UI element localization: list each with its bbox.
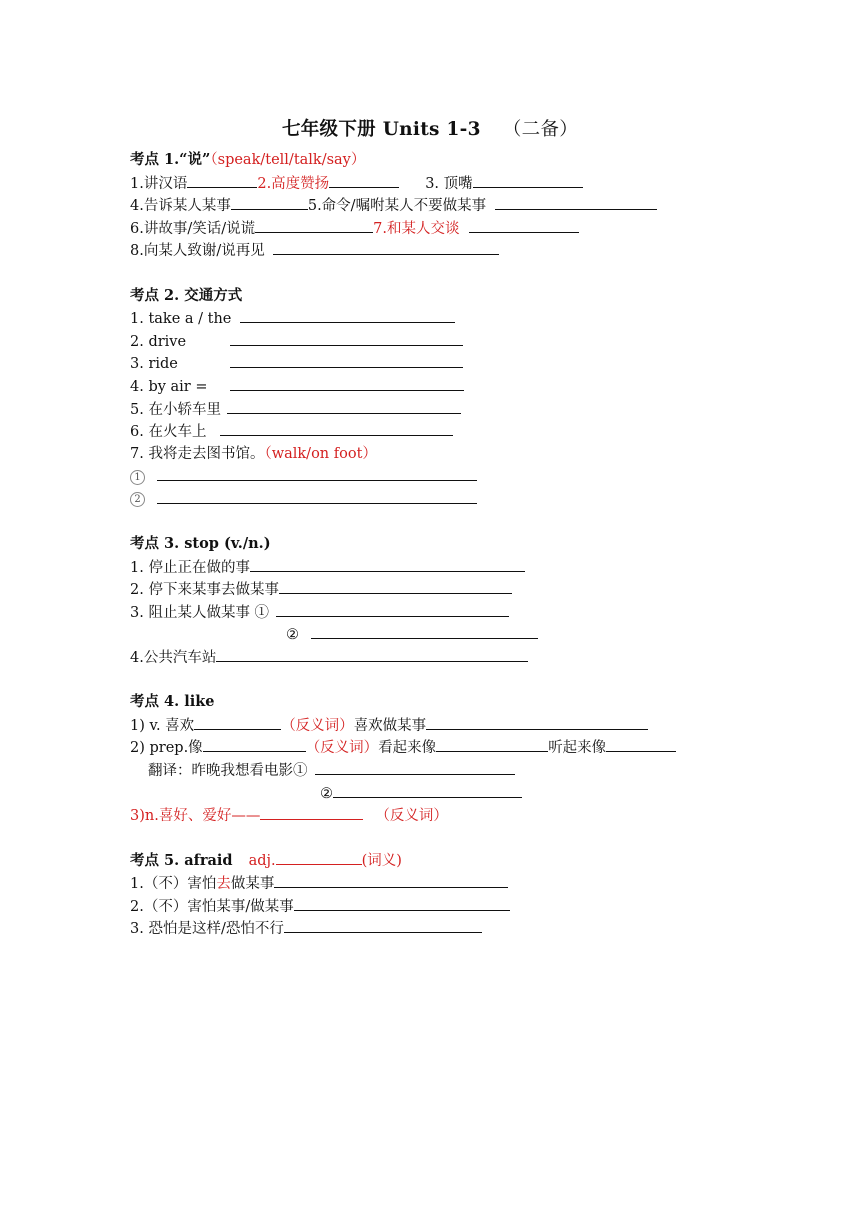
answer-blank[interactable]: [187, 172, 257, 188]
prompt-text: 2.（不）害怕某事/做某事: [130, 898, 294, 915]
section-2-item-1: [130, 307, 750, 330]
prompt-text: 3)n.喜好、爱好——: [130, 808, 261, 825]
section-2-answer-1: [130, 465, 750, 488]
answer-blank[interactable]: [231, 194, 308, 210]
prompt-text: 3. 顶嘴: [425, 175, 473, 192]
prompt-text: 2. drive: [130, 333, 187, 350]
prompt-text: 1. 停止正在做的事: [130, 559, 250, 576]
section-3-line-3b: [130, 623, 750, 646]
answer-blank[interactable]: [315, 759, 515, 775]
page-title: [0, 115, 860, 141]
antonym-hint: （反义词）: [281, 717, 354, 734]
section-3-line-4: [130, 646, 750, 669]
prompt-text: 翻译：昨晚我想看电影①: [148, 763, 308, 780]
section-3-line-1: [130, 556, 750, 579]
prompt-text: 8.向某人致谢/说再见: [130, 243, 265, 260]
section-1-line-4: [130, 239, 750, 262]
title-text: 七年级下册 Units 1-3: [281, 119, 481, 140]
prompt-text: 喜欢做某事: [353, 717, 427, 734]
section-5-heading: [130, 849, 750, 872]
answer-blank[interactable]: [157, 488, 477, 504]
section-4-line-1: [130, 714, 750, 737]
prompt-text: 1.（不）害怕: [130, 876, 217, 892]
answer-blank[interactable]: [329, 172, 399, 188]
prompt-text: 2) prep.像: [130, 740, 203, 757]
prompt-text: 6.讲故事/笑话/说谎: [130, 220, 256, 237]
answer-blank[interactable]: [274, 872, 508, 888]
prompt-text: 7.和某人交谈: [373, 220, 460, 237]
section-5-line-3: [130, 917, 750, 940]
circled-number-2: 2: [130, 492, 145, 507]
section-2-heading: [130, 285, 750, 308]
prompt-text: 1. take a / the: [130, 311, 232, 328]
section-2-answer-2: [130, 488, 750, 511]
adj-label: adj.: [248, 853, 276, 870]
answer-blank[interactable]: [230, 352, 463, 368]
prompt-text: 7. 我将走去图书馆。: [130, 445, 265, 462]
section-1-line-3: [130, 217, 750, 240]
section-4-line-2: [130, 736, 750, 759]
prompt-text: 5. 在小轿车里: [130, 401, 221, 418]
answer-blank[interactable]: [469, 217, 579, 233]
answer-blank[interactable]: [250, 556, 525, 572]
answer-blank[interactable]: [260, 804, 363, 820]
section-2-item-5: [130, 398, 750, 421]
prompt-text: 3. ride: [130, 356, 178, 373]
answer-blank[interactable]: [495, 194, 657, 210]
section-1-title: 考点 1.“说”: [130, 151, 211, 168]
answer-blank[interactable]: [203, 736, 306, 752]
section-2-item-2: [130, 330, 750, 353]
prompt-text: 4. by air =: [130, 378, 208, 395]
title-suffix: （二备）: [502, 119, 579, 140]
answer-blank[interactable]: [426, 714, 648, 730]
meaning-hint: (词义): [361, 853, 402, 870]
answer-blank[interactable]: [606, 736, 676, 752]
section-4-line-3: [130, 759, 750, 782]
prompt-text: 看起来像: [378, 740, 437, 757]
prompt-text: 4.公共汽车站: [130, 650, 217, 667]
section-5-line-2: [130, 895, 750, 918]
answer-blank[interactable]: [227, 398, 461, 414]
section-4-heading: [130, 691, 750, 714]
answer-blank[interactable]: [157, 465, 477, 481]
section-3-title: 考点 3. stop (v./n.): [130, 535, 271, 553]
answer-blank[interactable]: [216, 646, 528, 662]
prompt-text: 5.命令/嘱咐某人不要做某事: [307, 198, 487, 215]
section-2-item-3: [130, 352, 750, 375]
answer-blank[interactable]: [276, 601, 509, 617]
section-3-heading: [130, 533, 750, 556]
prompt-text: 3. 恐怕是这样/恐怕不行: [130, 921, 284, 938]
answer-blank[interactable]: [240, 307, 455, 323]
antonym-hint: （反义词）: [305, 740, 379, 757]
section-1-heading: [130, 149, 750, 172]
section-2-item-6: [130, 420, 750, 443]
prompt-text: 1.讲汉语: [130, 175, 188, 192]
section-5-title: 考点 5. afraid: [130, 852, 233, 870]
prompt-text: 6. 在火车上: [130, 424, 207, 441]
section-5-line-1: [130, 872, 750, 895]
prompt-text: 4.告诉某人某事: [130, 198, 231, 215]
answer-blank[interactable]: [436, 736, 548, 752]
answer-blank[interactable]: [311, 623, 538, 639]
prompt-text: 2. 停下来某事去做某事: [130, 582, 279, 599]
prompt-text: 1) v. 喜欢: [130, 717, 195, 734]
answer-blank[interactable]: [473, 172, 583, 188]
answer-blank[interactable]: [284, 917, 482, 933]
section-1-hint: （speak/tell/talk/say）: [210, 152, 366, 168]
prompt-text: 3. 阻止某人做某事 ①: [130, 604, 270, 621]
section-4-title: 考点 4. like: [130, 693, 215, 711]
answer-blank[interactable]: [220, 420, 453, 436]
worksheet-content: [130, 149, 750, 940]
prompt-text: ②: [286, 627, 299, 644]
prompt-text: 做某事: [230, 876, 275, 892]
prompt-text: ②: [320, 785, 333, 802]
section-3-line-2: [130, 578, 750, 601]
prompt-text: 2.高度赞扬: [257, 175, 330, 192]
circled-number-1: 1: [130, 470, 145, 485]
answer-blank[interactable]: [273, 239, 499, 255]
antonym-hint: （反义词）: [375, 808, 448, 825]
section-1-line-2: [130, 194, 750, 217]
answer-blank[interactable]: [194, 714, 281, 730]
section-2-item-7: [130, 443, 750, 466]
section-2-hint: （walk/on foot）: [264, 445, 377, 462]
section-1-line-1: [130, 172, 750, 195]
section-3-line-3: [130, 601, 750, 624]
section-2-item-4: [130, 375, 750, 398]
section-4-line-4: [130, 804, 750, 827]
section-4-line-3b: [130, 782, 750, 805]
section-2-title: 考点 2. 交通方式: [130, 286, 243, 304]
answer-blank[interactable]: [276, 849, 362, 865]
answer-blank[interactable]: [294, 895, 510, 911]
answer-blank[interactable]: [255, 217, 373, 233]
answer-blank[interactable]: [230, 330, 463, 346]
prompt-text: 听起来像: [548, 740, 607, 757]
answer-blank[interactable]: [279, 578, 512, 594]
prompt-text: 去: [216, 876, 231, 892]
answer-blank[interactable]: [333, 782, 522, 798]
answer-blank[interactable]: [230, 375, 464, 391]
